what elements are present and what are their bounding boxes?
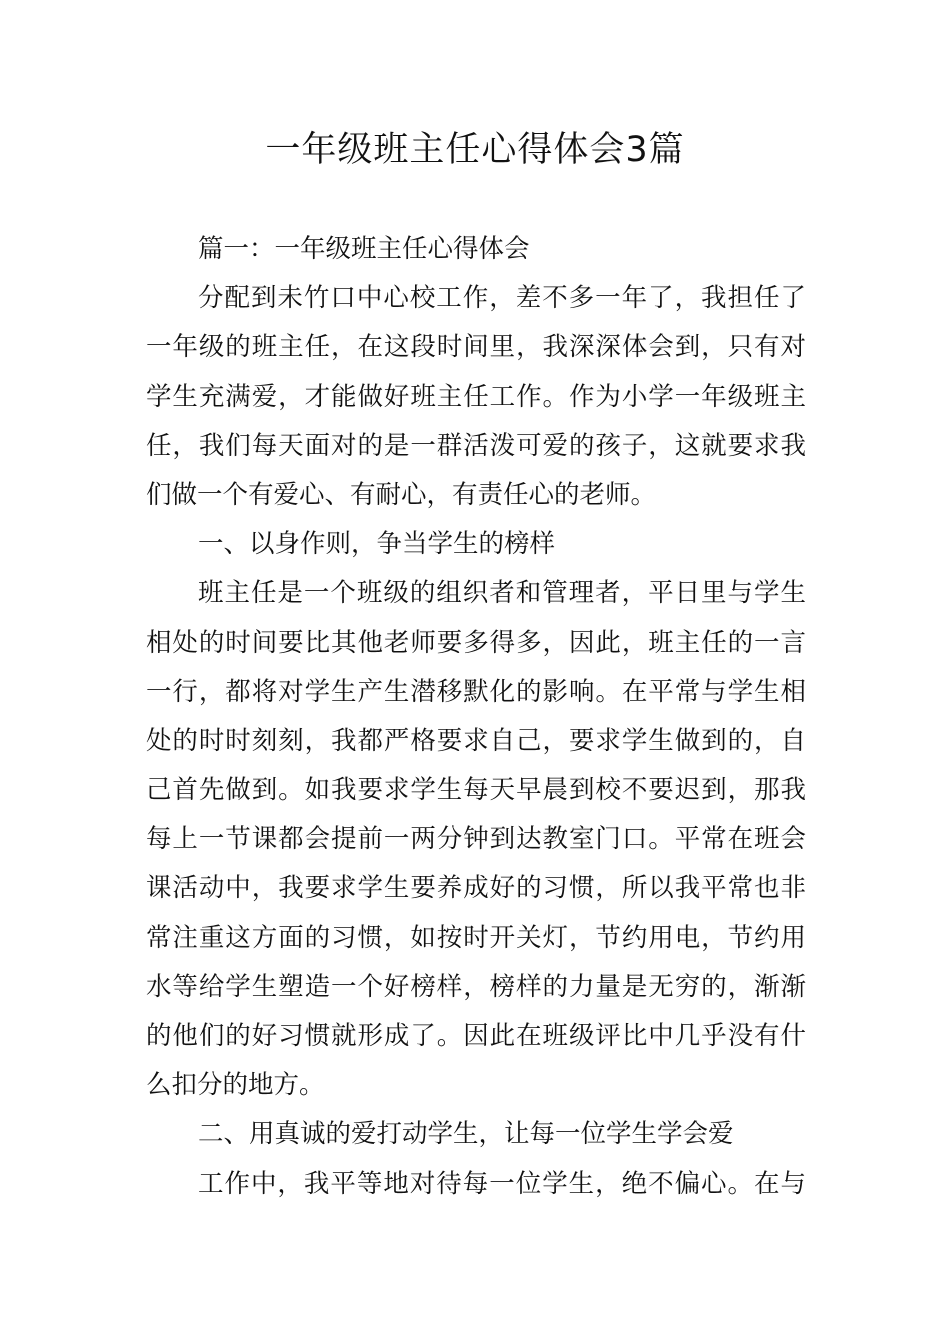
text-line: 二、用真诚的爱打动学生，让每一位学生学会爱 [198, 1119, 734, 1150]
text-line: 一年级的班主任，在这段时间里，我深深体会到，只有对 [146, 332, 806, 363]
text-line: 相处的时间要比其他老师要多得多，因此，班主任的一言 [146, 627, 806, 658]
text-line: 常注重这方面的习惯，如按时开关灯，节约用电，节约用 [146, 922, 806, 953]
document-title: 一年级班主任心得体会3篇 [265, 130, 685, 170]
text-line: 们做一个有爱心、有耐心，有责任心的老师。 [146, 479, 657, 510]
text-line: 的他们的好习惯就形成了。因此在班级评比中几乎没有什 [146, 1021, 806, 1051]
text-line: 课活动中，我要求学生要养成好的习惯，所以我平常也非 [146, 873, 806, 904]
text-line: 学生充满爱，才能做好班主任工作。作为小学一年级班主 [146, 381, 806, 412]
text-line: 一行，都将对学生产生潜移默化的影响。在平常与学生相 [146, 676, 806, 707]
text-line: 每上一节课都会提前一两分钟到达教室门口。平常在班会 [146, 824, 806, 855]
text-line: 水等给学生塑造一个好榜样，榜样的力量是无穷的，渐渐 [146, 971, 806, 1002]
text-line: 分配到未竹口中心校工作，差不多一年了，我担任了 [198, 283, 806, 314]
text-line: 一、以身作则，争当学生的榜样 [198, 529, 556, 560]
text-line: 己首先做到。如我要求学生每天早晨到校不要迟到，那我 [146, 775, 806, 806]
text-line: 篇一：一年级班主任心得体会 [198, 234, 530, 264]
text-line: 处的时时刻刻，我都严格要求自己，要求学生做到的，自 [146, 725, 806, 756]
text-line: 么扣分的地方。 [146, 1070, 325, 1101]
text-line: 班主任是一个班级的组织者和管理者，平日里与学生 [198, 578, 806, 609]
text-line: 工作中，我平等地对待每一位学生，绝不偏心。在与 [198, 1168, 806, 1199]
text-line: 任，我们每天面对的是一群活泼可爱的孩子，这就要求我 [146, 430, 806, 461]
document-body [146, 225, 806, 1209]
